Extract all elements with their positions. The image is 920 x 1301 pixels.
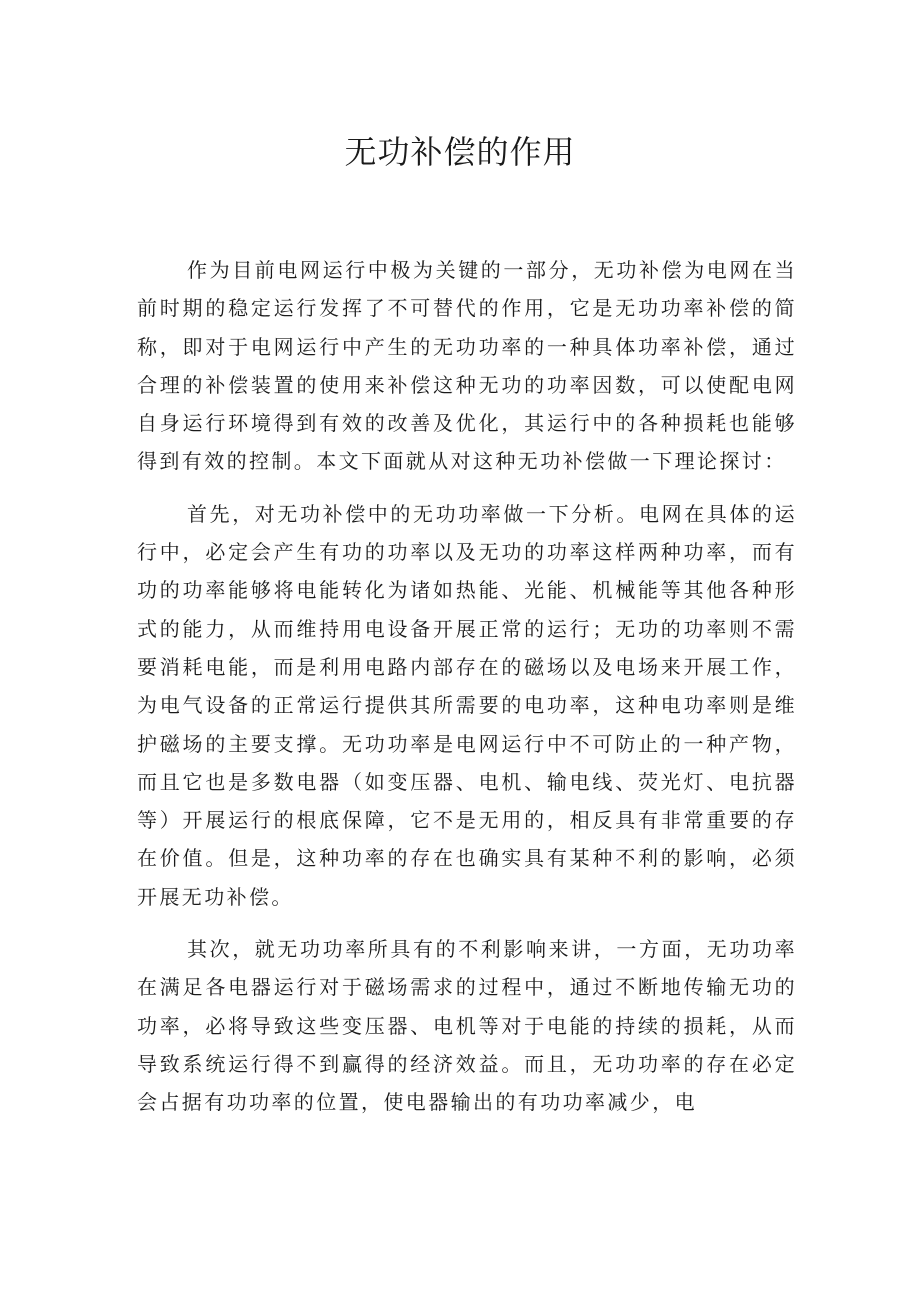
paragraph-3: 其次，就无功功率所具有的不利影响来讲，一方面，无功功率在满足各电器运行对于磁场需求的过程中，通过不断地传输无功的功率，必将导致这些变压器、电机等对于电能的持续的损耗，从而导致系统运行得不到赢得的经济效益。而且，无功功率的存在必定会占据有功功率的位置，使电器输出的有功功率减少，电 bbox=[137, 937, 797, 1115]
document-title: 无功补偿的作用 bbox=[344, 133, 576, 171]
paragraph-1: 作为目前电网运行中极为关键的一部分，无功补偿为电网在当前时期的稳定运行发挥了不可替代的作用，它是无功功率补偿的简称，即对于电网运行中产生的无功功率的一种具体功率补偿，通过合理的补偿装置的使用来补偿这种无功的功率因数，可以使配电网自身运行环境得到有效的改善及优化，其运行中的各种损耗也能够得到有效的控制。本文下面就从对这种无功补偿做一下理论探讨： bbox=[137, 258, 797, 474]
paragraph-2: 首先，对无功补偿中的无功功率做一下分析。电网在具体的运行中，必定会产生有功的功率以及无功的功率这样两种功率，而有功的功率能够将电能转化为诸如热能、光能、机械能等其他各种形式的能力，从而维持用电设备开展正常的运行；无功的功率则不需要消耗电能，而是利用电路内部存在的磁场以及电场来开展工作，为电气设备的正常运行提供其所需要的电功率，这种电功率则是维护磁场的主要支撑。无功功率是电网运行中不可防止的一种产物，而且它也是多数电器（如变压器、电机、输电线、荧光灯、电抗器等）开展运行的根底保障，它不是无用的，相反具有非常重要的存在价值。但是，这种功率的存在也确实具有某种不利的影响，必须开展无功补偿。 bbox=[137, 501, 797, 909]
document-body bbox=[137, 251, 797, 1136]
